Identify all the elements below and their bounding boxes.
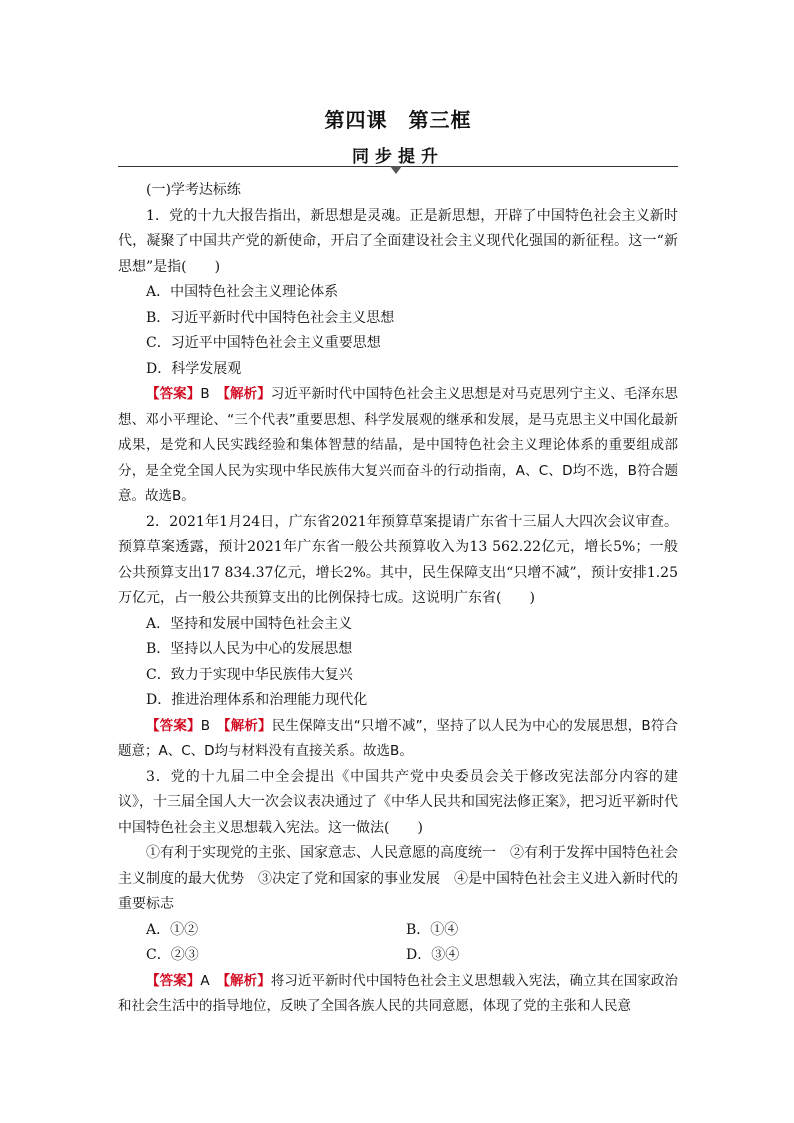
question-3-option-a: A．①② [146,921,199,938]
analysis-text: 民生保障支出“只增不减”，坚持了以人民为中心的发展思想，B符合题意；A、C、D均与材料没有直接关系。故选B。 [118,717,679,759]
question-1-option-b: B．习近平新时代中国特色社会主义思想 [146,309,395,326]
question-2-option-d: D．推进治理体系和治理能力现代化 [146,692,368,708]
question-1-option-c: C．习近平中国特色社会主义重要思想 [146,335,381,351]
answer-tag: 【答案】 [146,972,201,989]
section-label: (一)学考达标练 [146,182,241,198]
answer-value: B [200,717,210,734]
question-1-answer [118,382,678,510]
question-3-statements: ①有利于实现党的主张、国家意志、人民意愿的高度统一 ②有利于发挥中国特色社会主义制度的最大优势 ③决定了党和国家的事业发展 ④是中国特色社会主义进入新时代的重要标志 [118,845,678,912]
question-2-option-c: C．致力于实现中华民族伟大复兴 [146,666,353,683]
answer-value: A [200,972,210,989]
answer-tag: 【答案】 [146,717,201,734]
question-3-option-b: B．①④ [406,921,459,938]
question-1-stem: 1．党的十九大报告指出，新思想是灵魂。正是新思想，开辟了中国特色社会主义新时代，凝聚了中国共产党的新使命，开启了全面建设社会主义现代化强国的新征程。这一“新思想”是指( ) [118,207,678,275]
question-3-options-row-1 [118,918,678,944]
question-2-answer [118,714,678,765]
question-3-options-row-2 [118,943,678,969]
analysis-tag: 【解析】 [223,972,271,989]
analysis-tag: 【解析】 [223,386,271,402]
analysis-text: 将习近平新时代中国特色社会主义思想载入宪法，确立其在国家政治和社会生活中的指导地位，反映了全国各族人民的共同意愿，体现了党的主张和人民意 [118,972,679,1014]
question-1-option-d: D．科学发展观 [146,360,242,377]
answer-value: B [200,386,210,402]
analysis-tag: 【解析】 [223,717,272,734]
question-2-option-a: A．坚持和发展中国特色社会主义 [146,615,353,632]
page-title: 第四课 第三框 [324,108,472,132]
analysis-text: 习近平新时代中国特色社会主义思想是对马克思列宁主义、毛泽东思想、邓小平理论、“三个代表”重要思想、科学发展观的继承和发展，是马克思主义中国化最新成果，是党和人民实践经验和集体智慧的结晶，是中国特色社会主义理论体系的重要组成部分，是全党全国人民为实现中华民族伟大复兴而奋斗的行动指南，A、C、D均不选，B符合题意。故选B。 [118,386,679,504]
question-2-stem: 2．2021年1月24日，广东省2021年预算草案提请广东省十三届人大四次会议审查。预算草案透露，预计2021年广东省一般公共预算收入为13 562.22亿元，增长5%；一般公共预算支出17 834.37亿元，增长2%。其中，民生保障支出“只增不减”，预计安排1.25万亿元，占一般公共预算支出的比例保持七成。这说明广东省( ) [118,513,678,606]
triangle-marker-icon [390,166,402,174]
question-3-option-c: C．②③ [146,947,199,963]
page-subtitle: 同步提升 [352,147,444,167]
question-2-option-b: B．坚持以人民为中心的发展思想 [146,641,353,657]
question-3-stem: 3．党的十九届二中全会提出《中国共产党中央委员会关于修改宪法部分内容的建议》，十三届全国人大一次会议表决通过了《中华人民共和国宪法修正案》，把习近平新时代中国特色社会主义思想载入宪法。这一做法( ) [118,768,678,836]
question-3-option-d: D．③④ [406,947,460,963]
question-3-answer [118,969,678,1020]
answer-tag: 【答案】 [146,386,201,402]
question-1-option-a: A．中国特色社会主义理论体系 [146,284,339,300]
document-body [118,178,678,1020]
